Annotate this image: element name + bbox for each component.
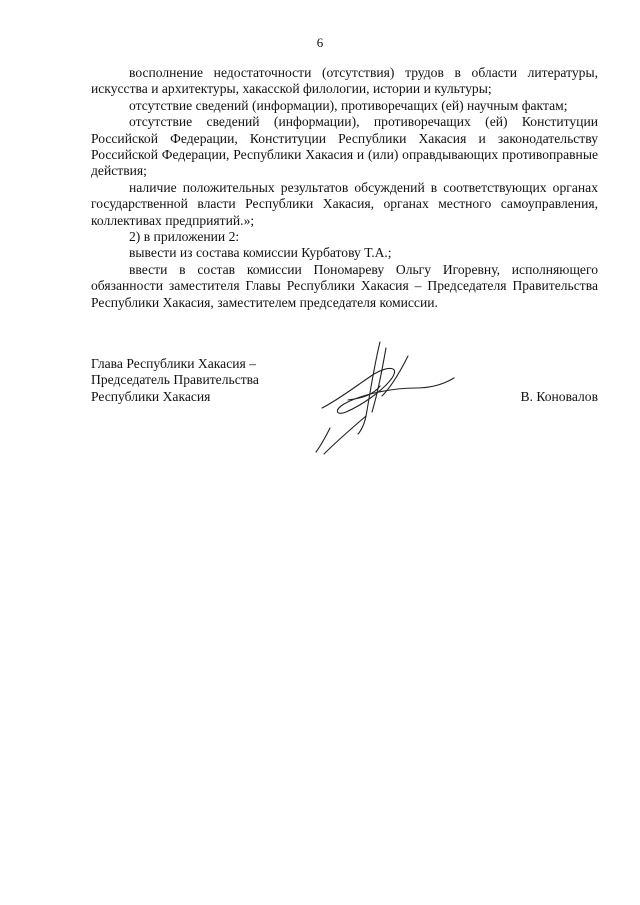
paragraph: восполнение недостаточности (отсутствия) трудов в области литературы, искусства и архитектуры, хакасской филологии, истории и культуры;: [91, 65, 598, 97]
paragraph: отсутствие сведений (информации), противоречащих (ей) научным фактам;: [129, 97, 568, 113]
paragraph: отсутствие сведений (информации), противоречащих (ей) Конституции Российской Федерации, Конституции Республики Хакасия и законодательству Российской Федерации, Республики Хакасия и (или) оправдывающих противоправные действия;: [91, 114, 598, 179]
signer-title: [91, 356, 311, 405]
signer-name: В. Коновалов: [520, 389, 598, 404]
signer-title-line: Председатель Правительства: [91, 372, 259, 388]
paragraph: наличие положительных результатов обсуждений в соответствующих органах государственной власти Республики Хакасия, органах местного самоуправления, коллективах предприятий.»;: [91, 179, 598, 228]
paragraph: 2) в приложении 2:: [129, 229, 240, 245]
signer-title-line: Глава Республики Хакасия –: [91, 356, 256, 371]
signer-title-line: Республики Хакасия: [91, 388, 211, 404]
handwritten-signature: [308, 336, 458, 462]
document-body: [91, 65, 598, 311]
page-number: 6: [316, 35, 324, 50]
paragraph: вывести из состава комиссии Курбатову Т.А.;: [129, 245, 392, 261]
paragraph: ввести в состав комиссии Пономареву Ольгу Игоревну, исполняющего обязанности заместителя Главы Республики Хакасия – Председателя Правительства Республики Хакасия, заместителем председателя комиссии.: [91, 261, 598, 310]
